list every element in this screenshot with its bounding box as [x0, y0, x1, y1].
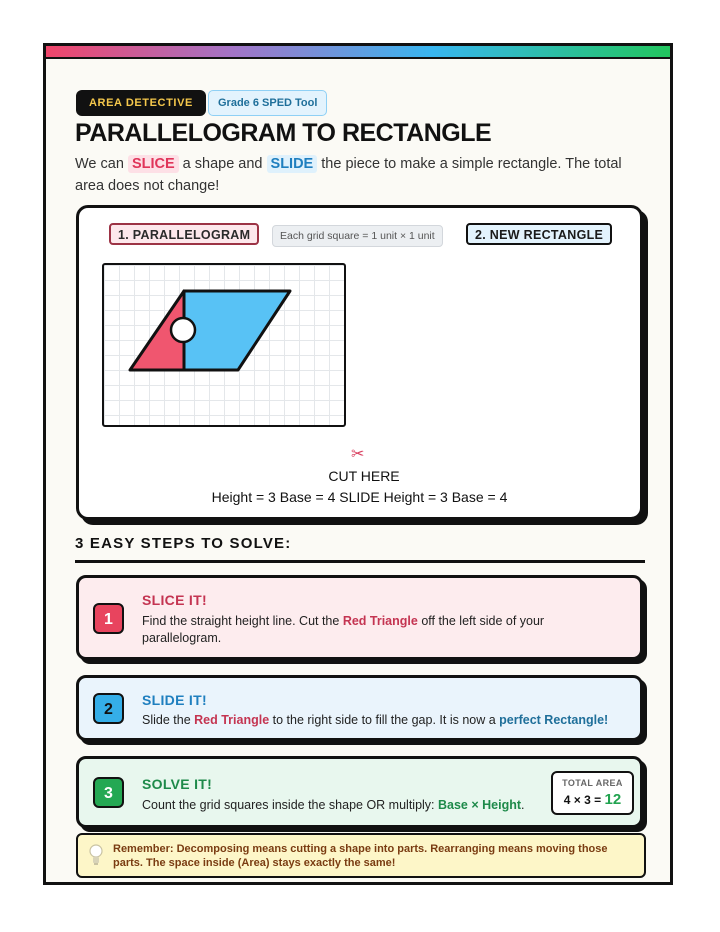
steps-divider: [75, 560, 645, 563]
intro-part2: a shape and: [178, 156, 267, 172]
step-text-part: .: [521, 798, 525, 812]
remember-body: Decomposing means cutting a shape into parts. Rearranging means moving those parts. The space inside (Area) stays exactly the same!: [113, 843, 608, 869]
remember-lead: Remember:: [113, 843, 174, 855]
step-text-part: Count the grid squares inside the shape OR multiply:: [142, 798, 438, 812]
step-solve: [76, 756, 643, 828]
scissors-icon: ✂: [351, 446, 365, 463]
worksheet-page: [43, 43, 673, 885]
parallelogram-diagram: [104, 265, 344, 425]
step-title: SLIDE IT!: [142, 692, 207, 708]
area-answer: 12: [604, 791, 622, 808]
remember-callout: [76, 833, 646, 878]
cut-here-label: CUT HERE: [328, 468, 400, 484]
total-area-label: TOTAL AREA: [562, 778, 623, 788]
step-text-part: Slide the: [142, 713, 195, 727]
step-description: [142, 613, 592, 647]
parallelogram-label: 1. PARALLELOGRAM: [109, 223, 259, 245]
step-text-part: to the right side to fill the gap. It is now a: [269, 713, 500, 727]
intro-text: [75, 153, 645, 197]
intro-part1: We can: [75, 156, 128, 172]
step-description: [142, 797, 592, 814]
step-slice: [76, 575, 643, 660]
step-title: SOLVE IT!: [142, 776, 213, 792]
rectangle-label: 2. NEW RECTANGLE: [466, 223, 612, 245]
total-area-equation: [553, 791, 632, 808]
red-triangle-keyword: Red Triangle: [194, 713, 270, 727]
steps-heading: 3 EASY STEPS TO SOLVE:: [75, 535, 292, 552]
page-title: PARALLELOGRAM TO RECTANGLE: [75, 119, 492, 147]
blue-piece: [184, 291, 290, 370]
step-description: [142, 712, 637, 729]
step-number: 2: [93, 693, 124, 724]
slide-highlight: SLIDE: [267, 155, 318, 173]
step-slide: [76, 675, 643, 741]
visual-panel: [76, 205, 643, 520]
slice-highlight: SLICE: [128, 155, 179, 173]
base-height-keyword: Base × Height: [438, 798, 522, 812]
rainbow-header-bar: [46, 46, 670, 59]
red-triangle-keyword: Red Triangle: [342, 614, 418, 628]
step-title: SLICE IT!: [142, 592, 207, 608]
step-number: 3: [93, 777, 124, 808]
remember-text: [113, 842, 638, 870]
total-area-box: [551, 771, 634, 815]
area-detective-badge: AREA DETECTIVE: [76, 90, 206, 116]
measurements-text: Height = 3 Base = 4 SLIDE Height = 3 Base = 4: [211, 489, 508, 505]
grid-unit-note: Each grid square = 1 unit × 1 unit: [272, 225, 443, 247]
lightbulb-icon: [89, 843, 103, 867]
intro-part3: the piece to make a simple rectangle. The total area does not change!: [75, 156, 622, 194]
perfect-rectangle-keyword: perfect Rectangle!: [499, 713, 609, 727]
step-text-part: off the left side of your parallelogram.: [142, 614, 545, 645]
grade-badge: Grade 6 SPED Tool: [208, 90, 327, 116]
cut-marker: [171, 318, 195, 342]
step-text-part: Find the straight height line. Cut the: [142, 614, 343, 628]
area-expression: 4 × 3 =: [563, 793, 605, 807]
parallelogram-grid: [102, 263, 346, 427]
step-number: 1: [93, 603, 124, 634]
